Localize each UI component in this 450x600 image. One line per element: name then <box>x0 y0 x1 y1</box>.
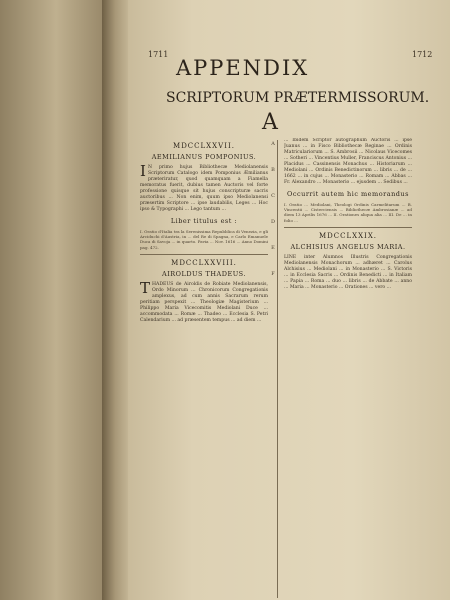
title-subtitle: SCRIPTORUM PRÆTERMISSORUM. <box>166 90 430 106</box>
margin-letter: F <box>271 271 275 277</box>
entry-year: MDCCLXXVII. <box>173 142 235 150</box>
column-divider <box>277 140 278 598</box>
entry-note: I. Oratio d'Italia tra la Serenissima Repubblica di Venezia, e gli Arciduchi d'Austria, in ... del Re di Spagna, e Carlo Emanuele Duca di Savoja ... in quarto. Pavia ... Nov. 1616 ... Anno Domini pag. 472. <box>140 229 268 250</box>
entry-body <box>140 278 268 324</box>
margin-letter: B <box>271 167 275 173</box>
margin-letters <box>269 140 277 296</box>
left-page-edge <box>0 0 102 600</box>
entry-note: I. Oratio ... Mediolani, Theologi Ordinis Carmelitarum ... B. Vincentii ... Cisterciensis ... Bibliothecæ Ambrosianæ ... ad diem 13 Aprilis 1676 ... II. Orationes aliqua alia ... III. De ... in folio ... <box>284 202 412 223</box>
liber-titulus: Liber titulus est : <box>170 217 238 225</box>
entry-text: N primo hujus Bibliothecæ Mediolanensis Scriptorum Catalogo idem Pomponius Æmilianus præteriratur, quod quamquam a Fiamella memoratus fuerit, dubius tamen Auctoris vel forte professione quisque sit hujus conscripturæ sacris auctoribus ... Non enim, quum ipso Mediolanensi præsertim Scriptore ... ipse laudabilis, Leges ... Hoc ipso & Typographi ... Lego tantum ... <box>140 165 268 212</box>
entry-name: AIROLDUS THADEUS. <box>162 269 246 278</box>
page-number-left: 1711 <box>148 50 169 59</box>
divider-rule <box>284 227 412 228</box>
entry-text: ... Ibidem Scriptor autographum Auctoris ... ipse Juanus ... in Fisco Bibliothecæ Reginae ... Ordinis Matriculariorum ... S. Ambrosii ... Nicolaus Vicecomes ... Sotheri ... Vincentius Muller, Franciscus Antonius ... Placidus ... Cassinensis Monachus ... Historiarum ... Mediolani ... Ordinis Benedictinorum ... libris ... de ... 1662 ... in cujus ... Monasterio ... Romam ... Abbas ... Fr. Alexandro ... Monasterio ... ejusdem ... Sedibus ... <box>284 138 412 185</box>
entry-name: AEMILIANUS POMPONIUS. <box>151 153 257 161</box>
section-letter: A <box>262 110 278 135</box>
drop-cap: I <box>140 162 146 180</box>
title-appendix: APPENDIX <box>176 56 310 80</box>
subheading: Occurrit autem hic memorandus <box>287 190 409 198</box>
entry-year: MDCCLXXVIII. <box>171 258 237 267</box>
entry-year: MDCCLXXIX. <box>318 231 378 240</box>
entry-text: HADEUS de Airoldis de Robiate Mediolanensis, Ordo Minorum ... Chronicorum Congregationis amplexus, ad cum annis Sacrarum rerum peritiam perspexit ... Theologiæ Magisterium ... Philippo Maria Vicecomitis Mediolani Duce ... accommodata ... Romæ ... Thadeo ... Ecclesia S. Petri Calendarium ... ad præsentem tempus ... ad diem ... <box>140 281 268 323</box>
margin-letter: A <box>271 141 275 147</box>
margin-letter: E <box>271 245 275 251</box>
entry-body <box>140 162 268 213</box>
page-number-right: 1712 <box>412 50 433 59</box>
left-column <box>140 138 268 598</box>
right-column <box>284 138 412 598</box>
entry-name: ALCHISIUS ANGELUS MARIA. <box>290 242 406 251</box>
divider-rule <box>140 254 268 255</box>
entry-text: LINE inter Alumnos Illustris Congregationis Mediolanensis Monachorum ... adhæret ... Carolus Alchisius ... Mediolani ... in Monasterio ... S. Victoris ... in Ecclesia Sacris ... Ordinis Benedicti ... in Italiam ... Papia ... Roma ... duo ... libris ... de Abbate ... anno ... Maria ... Monasterio ... Orationes ... vero ... <box>284 254 412 290</box>
margin-letter: D <box>270 219 275 225</box>
margin-letter: C <box>271 193 275 199</box>
drop-cap: T <box>140 278 151 297</box>
